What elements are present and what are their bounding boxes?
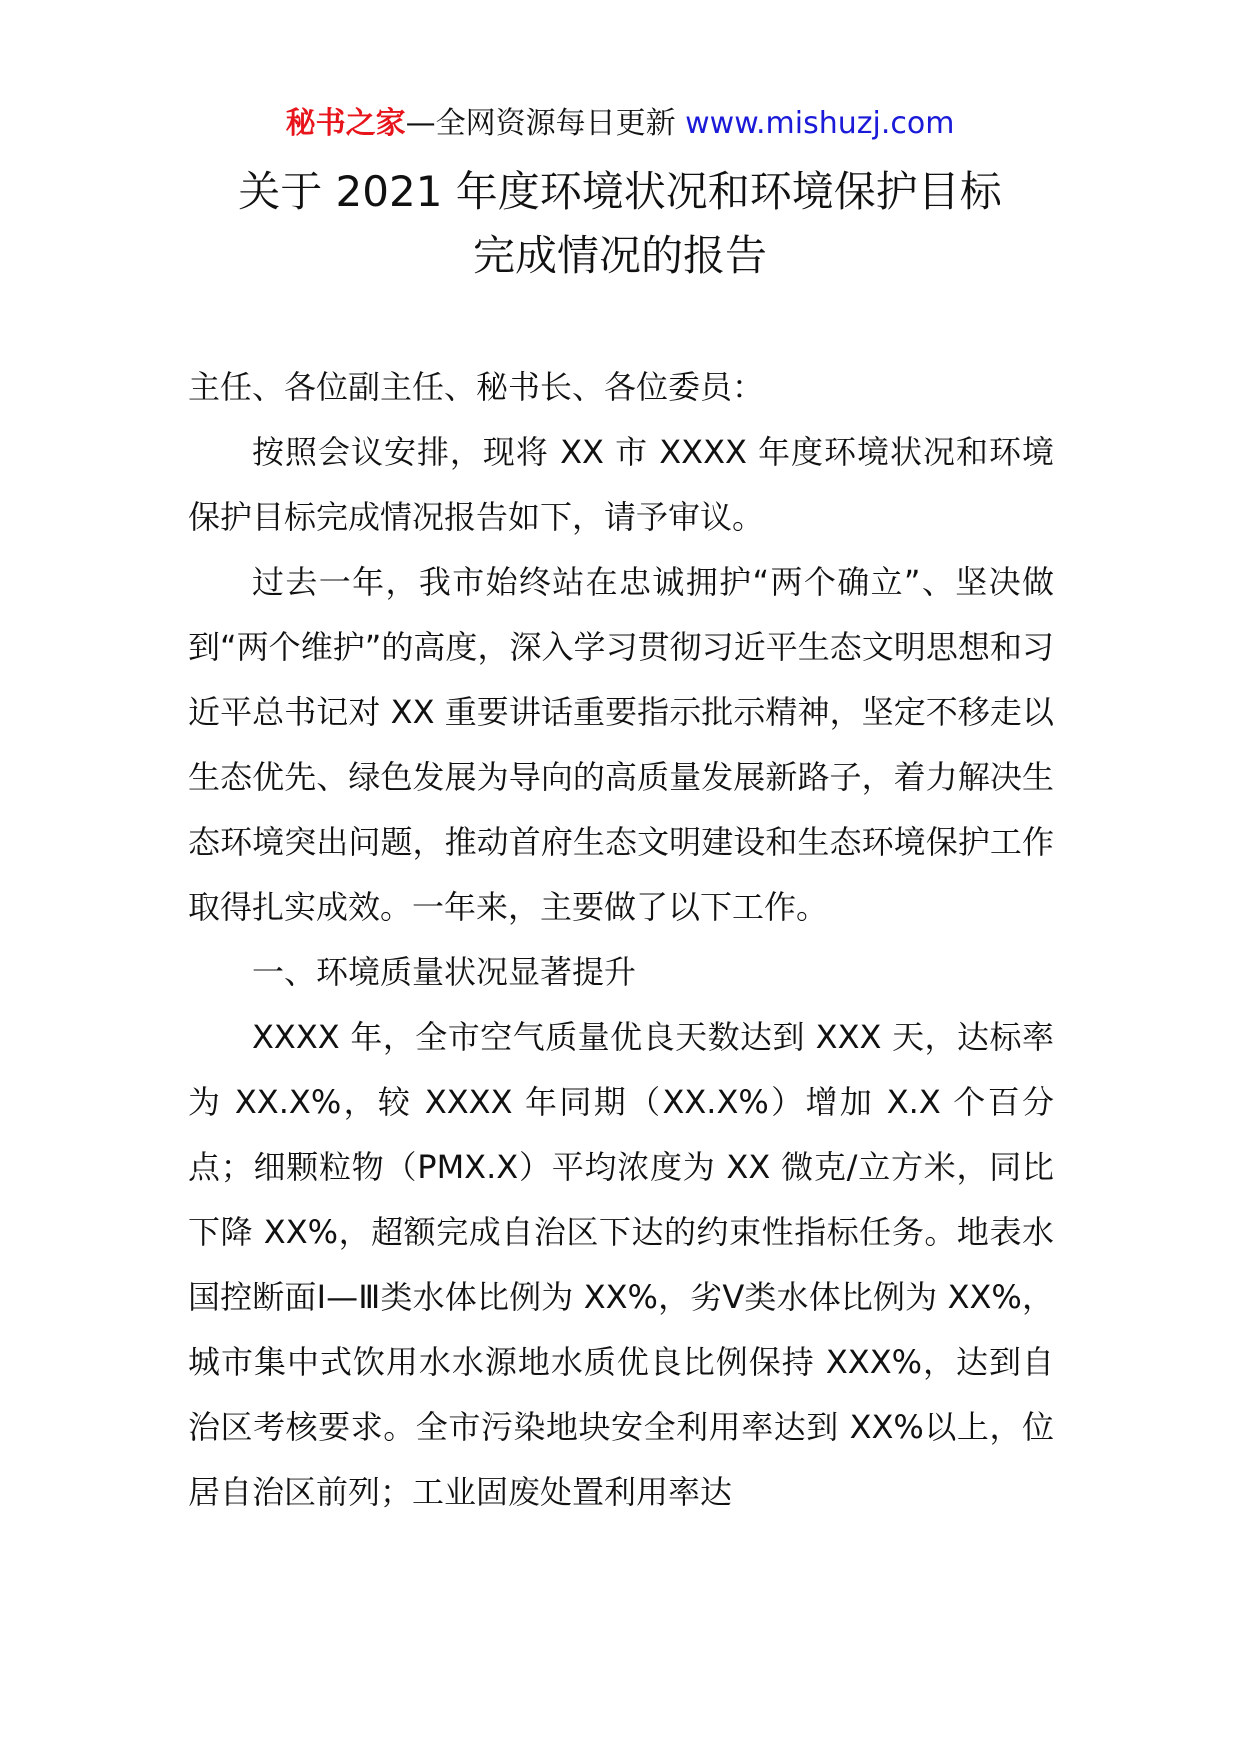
salutation: 主任、各位副主任、秘书长、各位委员：	[188, 368, 765, 406]
paragraph-environment-quality: XXXX 年，全市空气质量优良天数达到 XXX 天，达标率为 XX.X%，较 XXXX 年同期（XX.X%）增加 X.X 个百分点；细颗粒物（PMX.X）平均浓度为 XX 微克/立方米，同比下降 XX%，超额完成自治区下达的约束性指标任务。地表水国控断面Ⅰ—Ⅲ类水体比例为 XX%，劣Ⅴ类水体比例为 XX%，城市集中式饮用水水源地水质优良比例保持 XXX%，达到自治区考核要求。全市污染地块安全利用率达到 XX%以上，位居自治区前列；工业固废处置利用率达	[188, 1018, 1054, 1511]
header-banner	[0, 104, 1240, 144]
website-link[interactable]: www.mishuzj.com	[685, 106, 955, 141]
paragraph-intro: 按照会议安排，现将 XX 市 XXXX 年度环境状况和环境保护目标完成情况报告如下，请予审议。	[188, 433, 1054, 536]
paragraph-summary: 过去一年，我市始终站在忠诚拥护“两个确立”、坚决做到“两个维护”的高度，深入学习贯彻习近平生态文明思想和习近平总书记对 XX 重要讲话重要指示批示精神，坚定不移走以生态优先、绿色发展为导向的高质量发展新路子，着力解决生态环境突出问题，推动首府生态文明建设和生态环境保护工作取得扎实成效。一年来，主要做了以下工作。	[188, 563, 1054, 926]
banner-tagline: —全网资源每日更新	[405, 106, 676, 141]
document-title	[0, 160, 1240, 288]
section-heading-1: 一、环境质量状况显著提升	[252, 953, 637, 991]
brand-name: 秘书之家	[285, 106, 406, 141]
title-line-1: 关于 2021 年度环境状况和环境保护目标	[238, 167, 1002, 216]
title-line-2: 完成情况的报告	[472, 231, 767, 280]
document-body	[188, 355, 1054, 1525]
